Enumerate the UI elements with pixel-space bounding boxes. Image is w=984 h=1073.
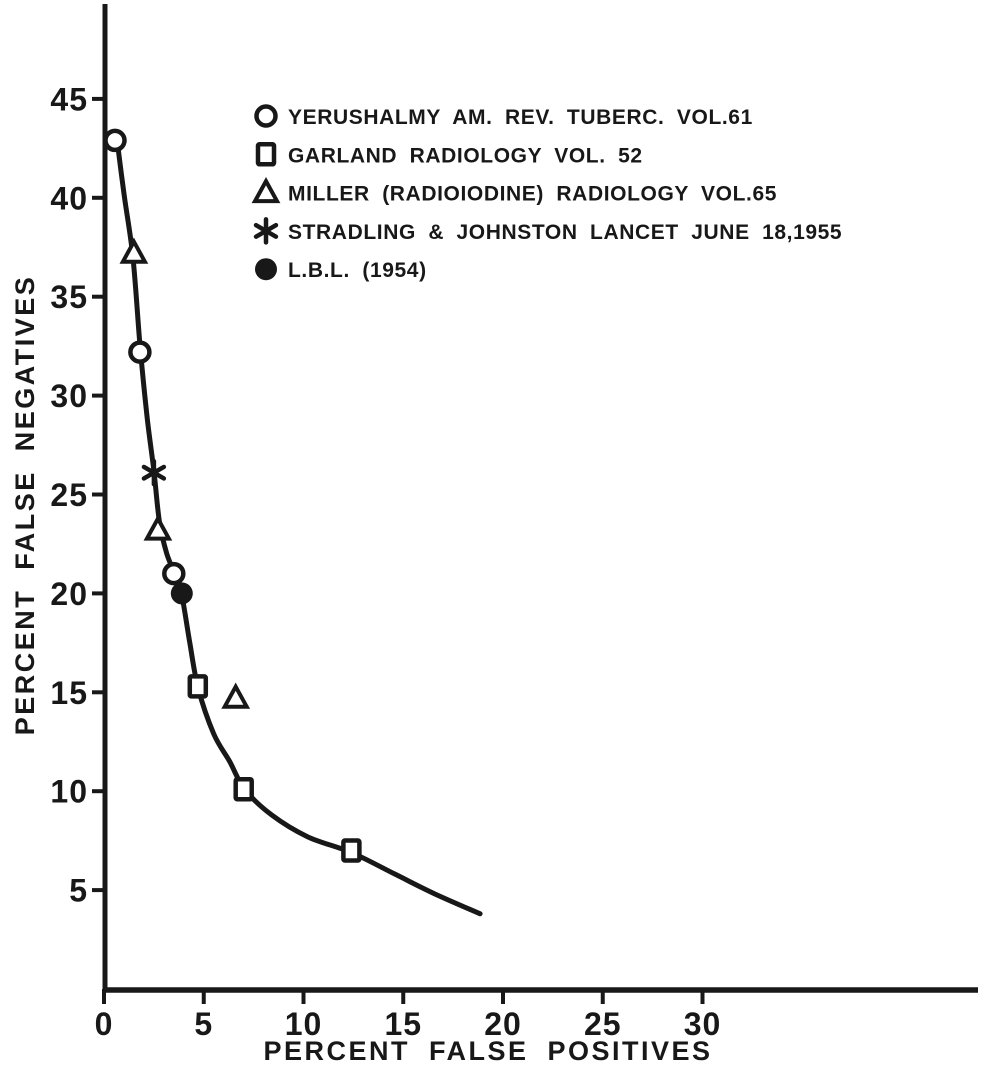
data-point-filled-circle (171, 582, 193, 604)
open-circle-shape (164, 564, 183, 583)
x-tick-label: 25 (583, 1006, 622, 1042)
legend-label: STRADLING & JOHNSTON LANCET JUNE 18,1955 (288, 220, 843, 244)
y-axis-ticks (50, 81, 106, 908)
legend-item (255, 181, 777, 206)
open-circle-marker (257, 107, 276, 126)
legend-label: L.B.L. (1954) (288, 259, 427, 283)
filled-circle-marker (255, 258, 277, 280)
legend (255, 106, 842, 282)
x-tick-label: 20 (484, 1006, 522, 1042)
y-tick-label: 30 (50, 378, 88, 415)
open-triangle-marker (255, 181, 277, 201)
open-triangle-shape (225, 687, 247, 707)
data-point-open-triangle (123, 242, 145, 262)
y-tick-label: 5 (69, 872, 88, 909)
y-tick-label: 10 (50, 773, 88, 810)
legend-label: MILLER (RADIOIODINE) RADIOLOGY VOL.65 (288, 182, 778, 206)
filled-circle-shape (171, 582, 193, 604)
x-tick-label: 30 (683, 1006, 722, 1042)
data-point-open-square (343, 841, 359, 861)
open-circle-shape (106, 131, 125, 150)
data-point-open-circle (130, 343, 149, 362)
x-tick-label: 0 (94, 1006, 114, 1042)
legend-item (257, 106, 753, 129)
open-circle-shape (130, 343, 149, 362)
open-square-shape (258, 144, 274, 164)
open-square-shape (343, 841, 359, 861)
data-point-open-triangle (147, 519, 169, 539)
open-square-shape (236, 779, 252, 799)
y-axis-title: PERCENT FALSE NEGATIVES (10, 274, 40, 736)
asterisk-marker (256, 219, 276, 242)
legend-item (256, 219, 842, 244)
y-tick-label: 35 (50, 279, 88, 316)
y-tick-label: 40 (50, 180, 88, 217)
y-tick-label: 20 (50, 575, 88, 612)
open-triangle-shape (123, 242, 145, 262)
legend-item (255, 258, 427, 282)
data-point-open-triangle (225, 687, 247, 707)
data-point-open-circle (106, 131, 125, 150)
legend-label: GARLAND RADIOLOGY VOL. 52 (288, 144, 643, 168)
data-point-asterisk (144, 461, 164, 484)
y-tick-label: 45 (50, 81, 88, 118)
x-tick-label: 5 (194, 1006, 214, 1042)
x-axis-title: PERCENT FALSE POSITIVES (263, 1036, 713, 1066)
data-point-open-circle (164, 564, 183, 583)
open-square-marker (258, 144, 274, 164)
open-triangle-shape (147, 519, 169, 539)
x-axis-ticks (95, 989, 722, 1042)
open-square-shape (190, 676, 206, 696)
y-tick-label: 15 (50, 674, 88, 711)
data-point-open-square (236, 779, 252, 799)
open-triangle-shape (255, 181, 277, 201)
x-tick-label: 10 (284, 1006, 323, 1042)
open-circle-shape (257, 107, 276, 126)
y-tick-label: 25 (50, 477, 88, 513)
legend-item (258, 144, 643, 167)
filled-circle-shape (255, 258, 277, 280)
trade-off-curve (116, 135, 480, 914)
data-point-open-square (190, 676, 206, 696)
x-tick-label: 15 (384, 1006, 423, 1042)
legend-label: YERUSHALMY AM. REV. TUBERC. VOL.61 (288, 106, 753, 129)
